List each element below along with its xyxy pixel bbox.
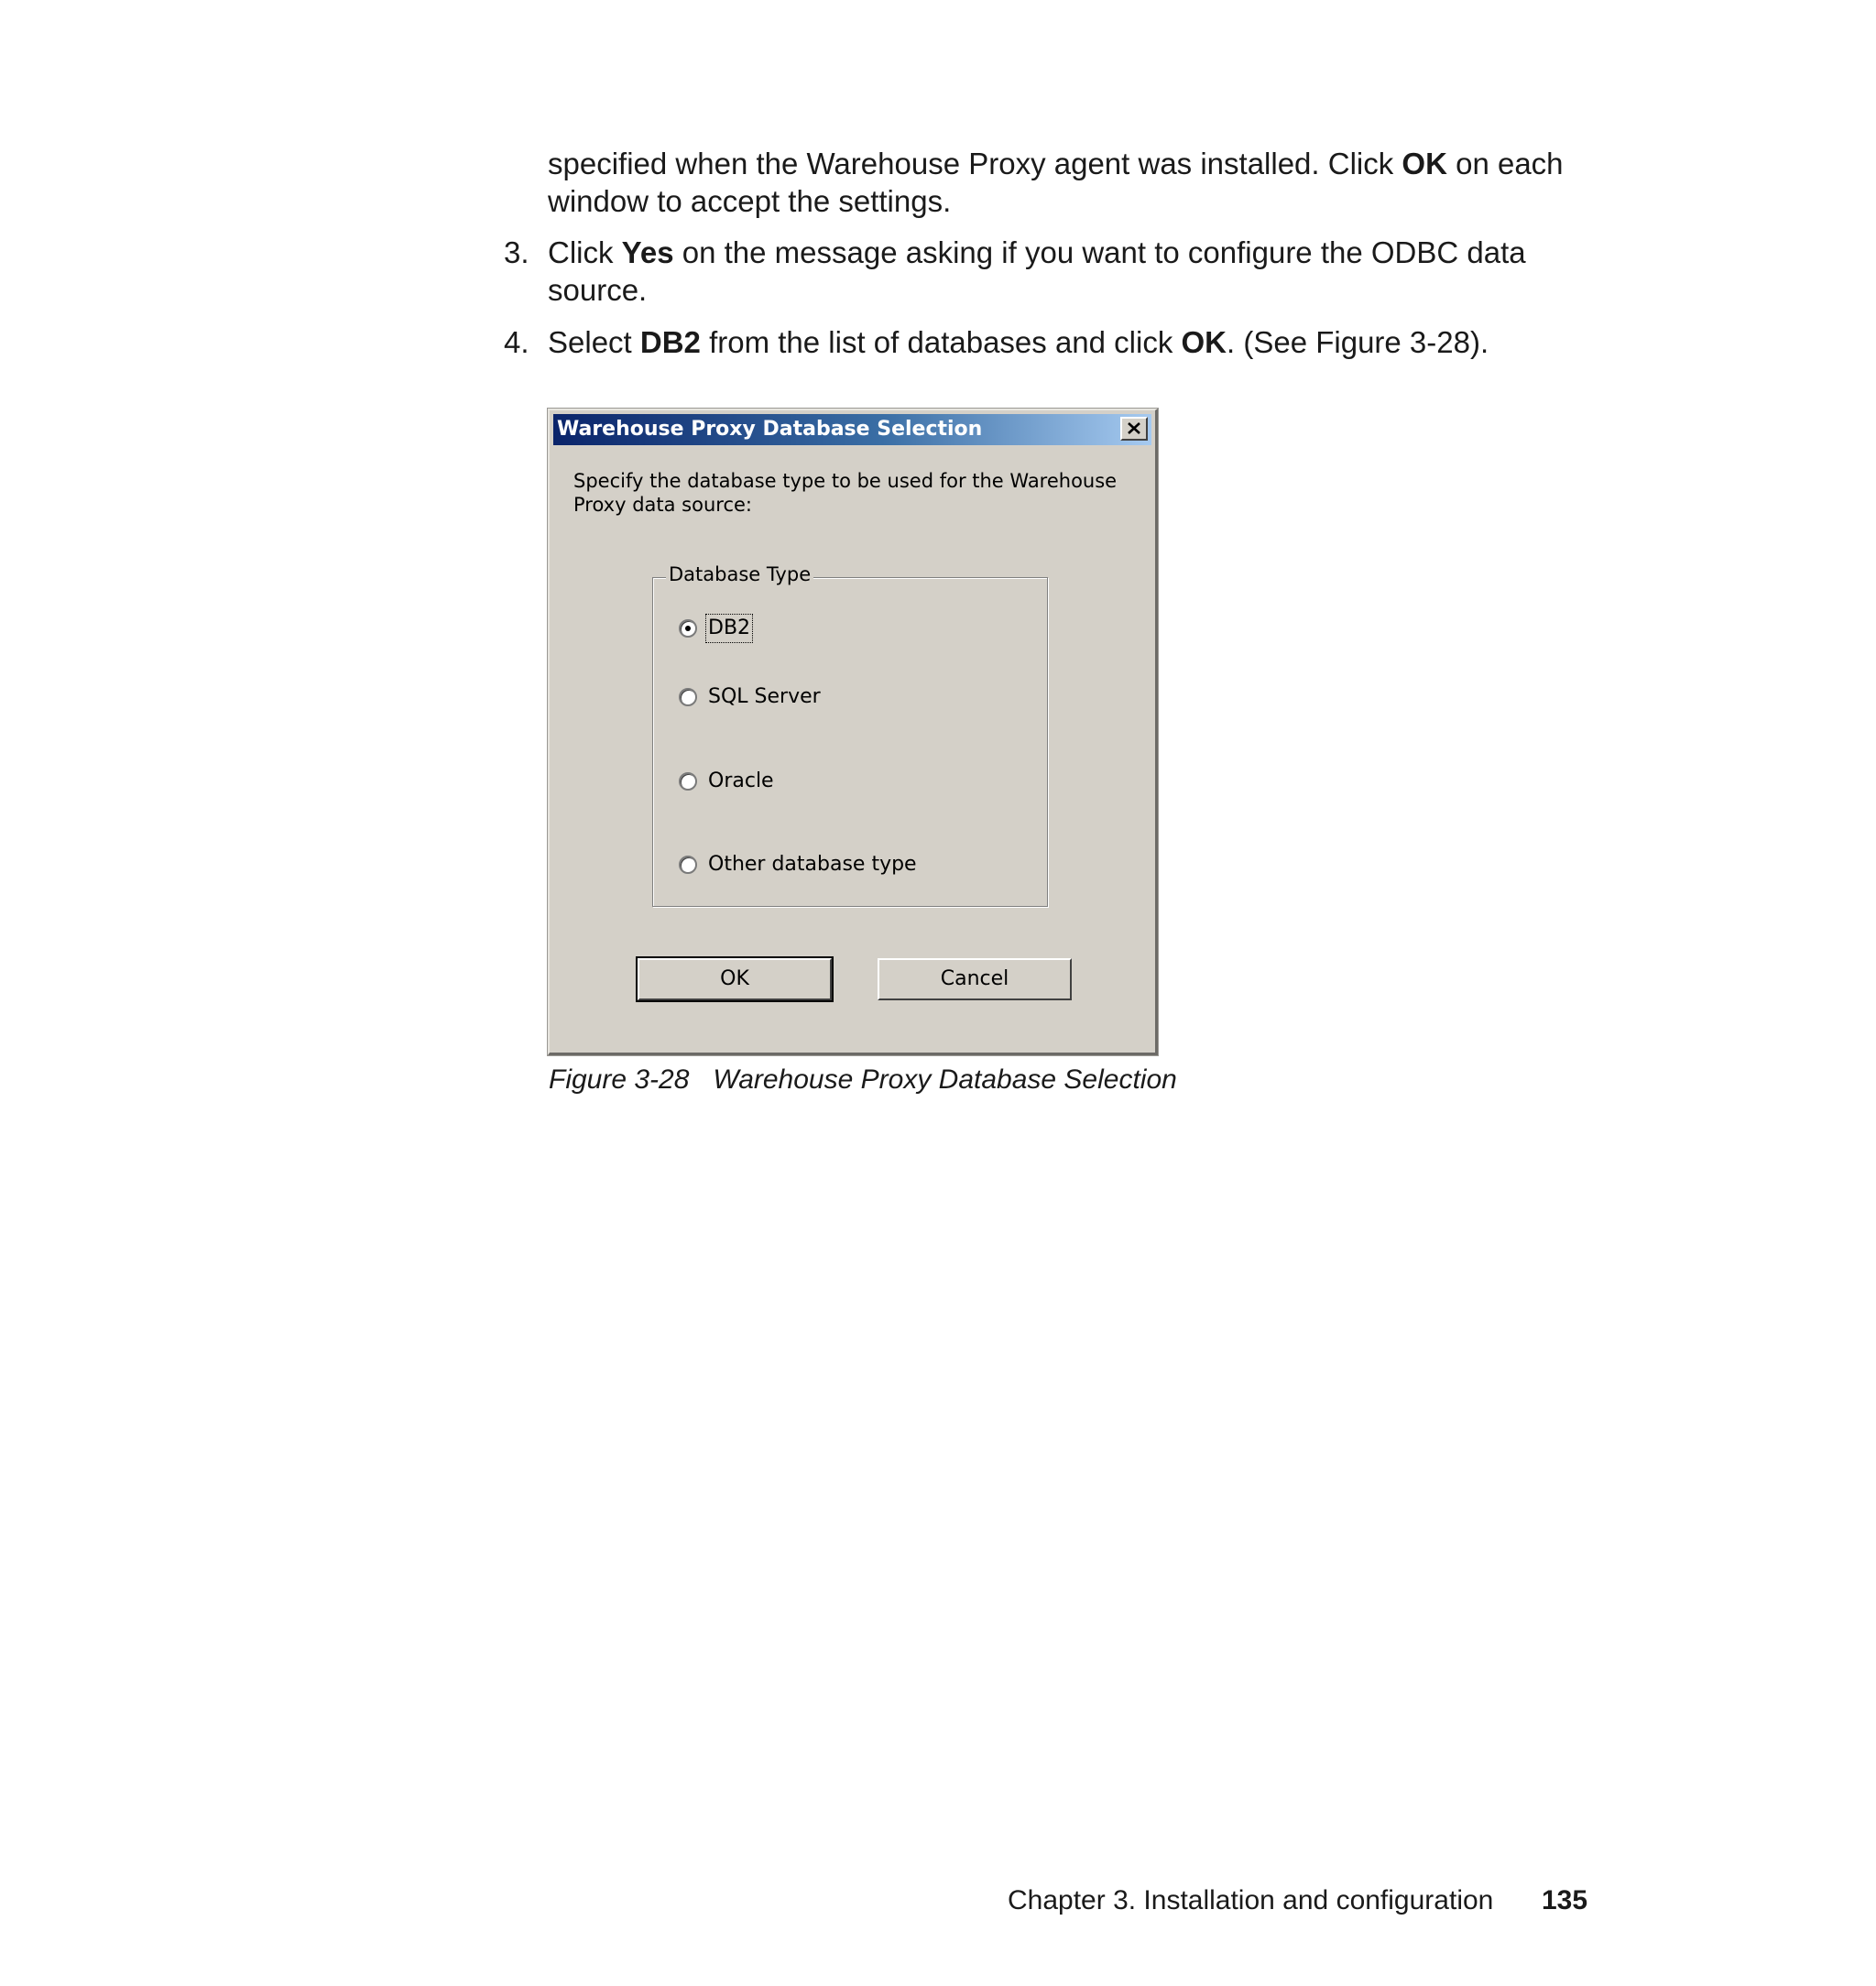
figure-caption bbox=[549, 1063, 1177, 1097]
radio-label-other: Other database type bbox=[708, 853, 917, 876]
figure-title: Warehouse Proxy Database Selection bbox=[713, 1064, 1177, 1095]
step-4-number: 4. bbox=[504, 325, 529, 359]
radio-option-oracle[interactable] bbox=[679, 768, 774, 795]
radio-button-sql-server[interactable] bbox=[679, 688, 697, 706]
figure-number: Figure 3-28 bbox=[549, 1064, 690, 1095]
radio-option-db2[interactable] bbox=[679, 615, 750, 642]
step-3-text: Click Yes on the message asking if you want to configure the ODBC data source. bbox=[548, 235, 1526, 307]
step-3-number: 3. bbox=[504, 235, 529, 269]
database-type-group bbox=[652, 563, 1048, 907]
radio-button-other[interactable] bbox=[679, 856, 697, 874]
radio-button-oracle[interactable] bbox=[679, 772, 697, 791]
radio-label-oracle: Oracle bbox=[708, 769, 774, 792]
footer-chapter: Chapter 3. Installation and configuration bbox=[1008, 1885, 1494, 1915]
database-selection-dialog bbox=[548, 409, 1158, 1055]
dialog-instruction: Specify the database type to be used for the Warehouse Proxy data source: bbox=[573, 470, 1118, 516]
page-number: 135 bbox=[1542, 1885, 1588, 1915]
dialog-title: Warehouse Proxy Database Selection bbox=[557, 418, 983, 441]
close-icon bbox=[1127, 421, 1142, 436]
radio-label-sql-server: SQL Server bbox=[708, 685, 821, 708]
dialog-titlebar bbox=[553, 414, 1151, 445]
radio-option-sql-server[interactable] bbox=[679, 683, 821, 711]
close-button[interactable] bbox=[1120, 417, 1148, 441]
radio-option-other[interactable] bbox=[679, 851, 917, 878]
step-4-text: Select DB2 from the list of databases and click OK. (See Figure 3-28). bbox=[548, 325, 1489, 359]
radio-button-db2[interactable] bbox=[679, 619, 697, 638]
ok-button[interactable]: OK bbox=[638, 958, 832, 1000]
bold-ok: OK bbox=[1181, 325, 1227, 359]
cancel-button[interactable]: Cancel bbox=[878, 958, 1072, 1000]
paragraph-continuation: specified when the Warehouse Proxy agent was installed. Click OK on each window to accept the settings. bbox=[548, 147, 1564, 218]
bold-db2: DB2 bbox=[639, 325, 701, 359]
bold-yes: Yes bbox=[621, 235, 674, 269]
radio-label-db2: DB2 bbox=[708, 617, 751, 639]
group-label: Database Type bbox=[666, 562, 813, 586]
bold-ok: OK bbox=[1402, 147, 1447, 180]
